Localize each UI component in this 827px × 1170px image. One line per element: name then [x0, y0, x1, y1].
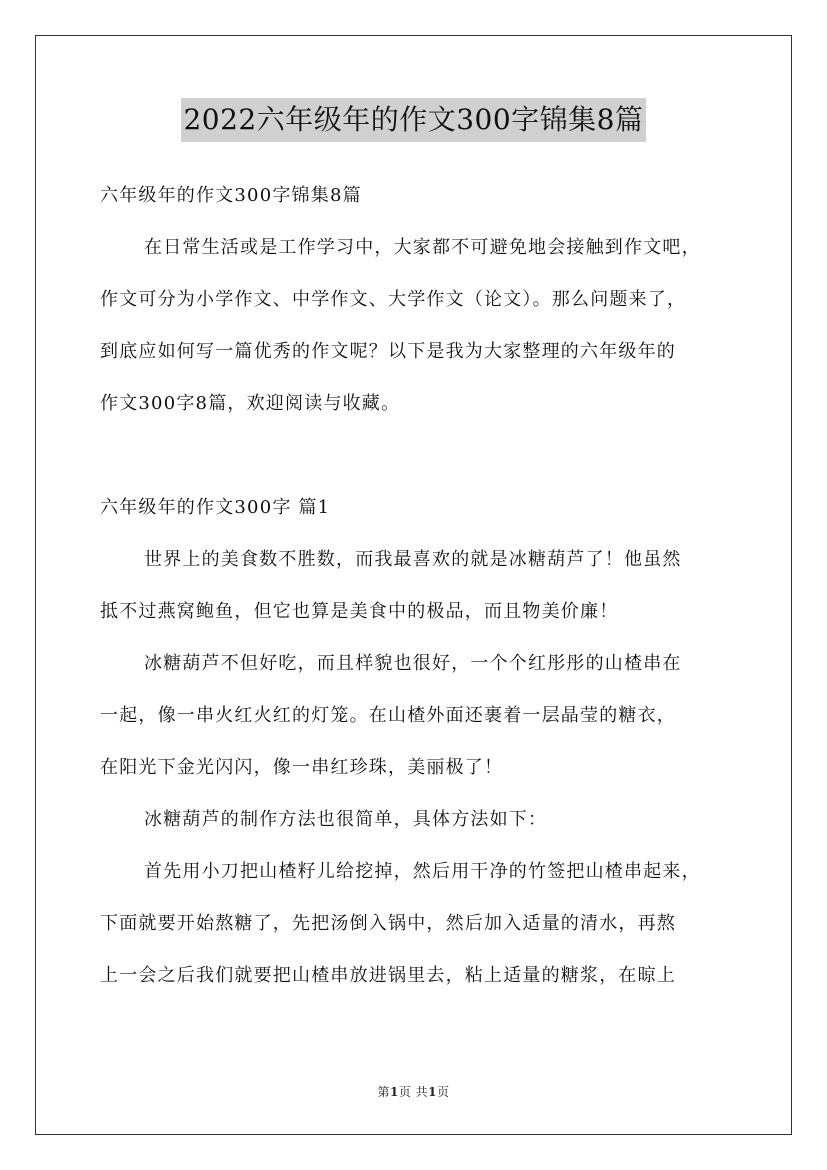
body-line: 首先用小刀把山楂籽儿给挖掉，然后用干净的竹签把山楂串起来， [144, 861, 701, 882]
intro-line: 到底应如何写一篇优秀的作文呢？以下是我为大家整理的六年级年的 [100, 341, 676, 362]
body-line: 冰糖葫芦不但好吃，而且样貌也很好，一个个红彤彤的山楂串在 [144, 653, 682, 674]
page-footer [0, 1083, 827, 1100]
body-line: 在阳光下金光闪闪，像一串红珍珠，美丽极了！ [100, 757, 504, 778]
intro-line: 在日常生活或是工作学习中，大家都不可避免地会接触到作文吧， [144, 237, 701, 258]
footer-page-current: 1 [389, 1085, 399, 1099]
footer-page-mid: 页 共 [398, 1085, 429, 1099]
footer-page-suffix: 页 [437, 1085, 450, 1099]
document-body [100, 170, 740, 1002]
intro-line: 作文可分为小学作文、中学作文、大学作文（论文）。那么问题来了， [100, 289, 687, 310]
body-line: 冰糖葫芦的制作方法也很简单，具体方法如下： [144, 809, 548, 830]
footer-page-prefix: 第 [377, 1085, 390, 1099]
body-line: 一起，像一串火红火红的灯笼。在山楂外面还裹着一层晶莹的糖衣， [100, 705, 676, 726]
body-line: 下面就要开始熬糖了，先把汤倒入锅中，然后加入适量的清水，再熬 [100, 913, 676, 934]
body-line: 世界上的美食数不胜数，而我最喜欢的就是冰糖葫芦了！他虽然 [144, 549, 682, 570]
document-title: 2022六年级年的作文300字锦集8篇 [181, 98, 645, 142]
body-line: 上一会之后我们就要把山楂串放进锅里去，粘上适量的糖浆，在晾上 [100, 965, 676, 986]
paragraph-gap [100, 430, 740, 482]
title-container [0, 98, 827, 142]
body-line: 抵不过燕窝鲍鱼，但它也算是美食中的极品，而且物美价廉！ [100, 601, 619, 622]
footer-page-total: 1 [428, 1085, 438, 1099]
section-heading: 六年级年的作文300字 篇1 [100, 497, 331, 518]
document-subtitle: 六年级年的作文300字锦集8篇 [100, 185, 362, 206]
intro-line: 作文300字8篇，欢迎阅读与收藏。 [100, 393, 401, 414]
